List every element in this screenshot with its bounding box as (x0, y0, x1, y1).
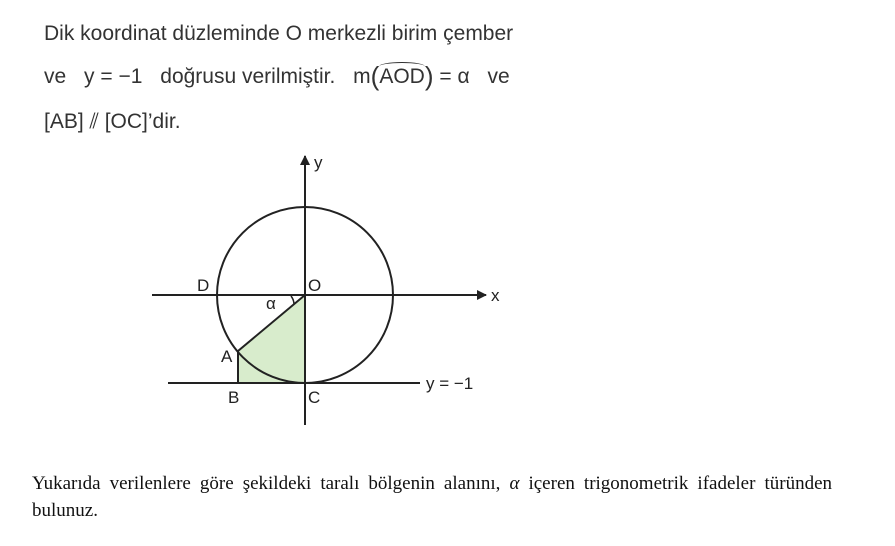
y-axis-label: y (314, 153, 323, 172)
measure-symbol: m (353, 65, 371, 88)
question-text (32, 470, 832, 524)
x-axis-label: x (491, 286, 500, 305)
equals-alpha: = α (439, 65, 470, 88)
point-d-label: D (197, 276, 210, 295)
problem-statement-line-1: Dik koordinat düzleminde O merkezli birim çember (44, 22, 514, 45)
point-o-label: O (308, 276, 322, 295)
line-equation-label: y = −1 (426, 374, 474, 393)
given-text: doğrusu verilmiştir. (160, 65, 336, 88)
question-part-1: Yukarıda verilenlere göre şekildeki taralı bölgenin alanını, (32, 473, 501, 494)
point-c-label: C (308, 388, 321, 407)
alpha-symbol: α (509, 473, 520, 494)
line-equation: y = −1 (84, 65, 143, 88)
angle-alpha-label: α (266, 294, 276, 313)
angle-arc (291, 296, 294, 304)
problem-statement-line-2: ve y = −1 doğrusu verilmiştir. m(AOD) = α ve (44, 61, 510, 91)
point-b-label: B (228, 388, 240, 407)
question-part-2: içeren trigonometrik ifadeler türünden bulunuz. (32, 473, 833, 521)
ve-text-2: ve (487, 65, 510, 88)
problem-statement-line-3: [AB] ⫽ [OC]’dir. (44, 110, 181, 133)
point-a-label: A (221, 347, 233, 366)
ve-text: ve (44, 65, 67, 88)
arc-aod: AOD (379, 65, 425, 88)
